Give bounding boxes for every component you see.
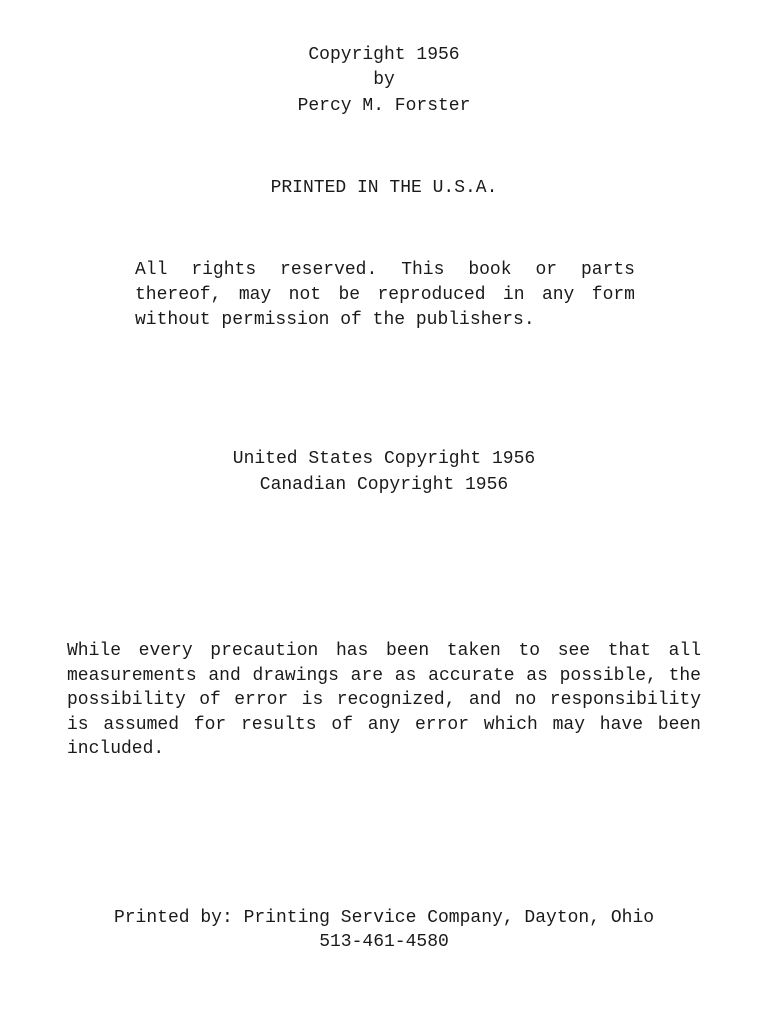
accuracy-disclaimer: While every precaution has been taken to see that all measurements and drawings are as accurate as possible, the possibility of error is recognized, and no responsibility is assumed for results of any error which may have been included. [67, 641, 701, 760]
copyright-by: by [373, 70, 395, 90]
printer-credit: Printed by: Printing Service Company, Dayton, Ohio [113, 908, 655, 928]
rights-reserved-notice: All rights reserved. This book or parts thereof, may not be reproduced in any form without permission of the publishers. [135, 260, 635, 330]
copyright-author: Percy M. Forster [297, 96, 471, 116]
us-copyright: United States Copyright 1956 [232, 449, 536, 469]
copyright-title: Copyright 1956 [308, 45, 460, 65]
canadian-copyright: Canadian Copyright 1956 [259, 475, 509, 495]
printer-phone: 513-461-4580 [319, 932, 449, 952]
printed-in-usa: PRINTED IN THE U.S.A. [270, 178, 498, 198]
